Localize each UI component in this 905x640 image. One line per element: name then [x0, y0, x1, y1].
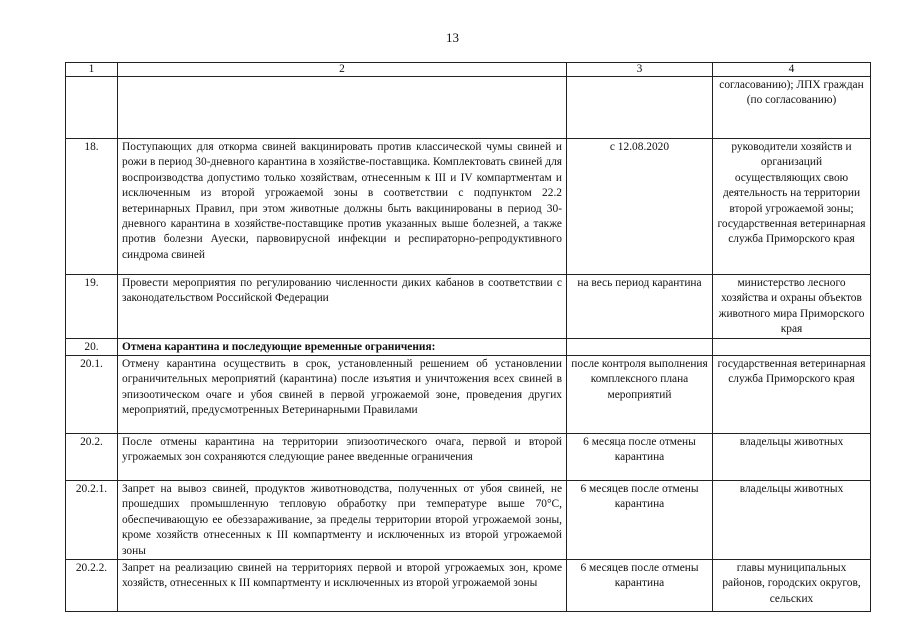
measure-text [118, 77, 567, 139]
table-row [66, 275, 871, 339]
table-row [66, 356, 871, 434]
row-number: 20. [66, 338, 118, 355]
table-row [66, 481, 871, 560]
measures-table [65, 62, 871, 612]
section-title: Отмена карантина и последующие временные ограничения: [118, 338, 567, 355]
measure-text: Отмену карантина осуществить в срок, установленный решением об установлении ограничительных мероприятий (карантина) после изъятия и уничтожения всех свиней в эпизоотическом очаге и убоя свиней в первой угрожаемой зоне, проведения других мероприятий, предусмотренных Ветеринарными Правилами [118, 356, 567, 434]
column-header: 1 [66, 63, 118, 77]
row-number: 19. [66, 275, 118, 339]
measure-text: Поступающих для откорма свиней вакцинировать против классической чумы свиней и рожи в период 30-дневного карантина в хозяйстве-поставщика. Комплектовать свиней для воспроизводства допустимо только хозяйствам, отнесенным к III и IV компартментам и исключенным из второй угрожаемой зоны в соответствии с подпунктом 22.2 ветеринарных Правил, при этом животные должны быть вакцинированы в период 30-дневного карантина в хозяйстве-поставщике против указанных выше болезней, а также против болезни Ауески, парвовирусной инфекции и респираторно-репродуктивного синдрома свиней [118, 139, 567, 275]
table-row [66, 434, 871, 481]
table-row [66, 77, 871, 139]
table-row [66, 560, 871, 612]
responsible-cell: руководители хозяйств и организаций осуществляющих свою деятельность на территории второй угрожаемой зоны; государственная ветеринарная служба Приморского края [713, 139, 871, 275]
deadline-cell [567, 77, 713, 139]
table-row [66, 139, 871, 275]
measure-text: Провести мероприятия по регулированию численности диких кабанов в соответствии с законодательством Российской Федерации [118, 275, 567, 339]
page-number: 13 [446, 30, 459, 45]
deadline-cell: 6 месяцев после отмены карантина [567, 560, 713, 612]
table-row [66, 338, 871, 355]
deadline-cell: после контроля выполнения комплексного плана мероприятий [567, 356, 713, 434]
measure-text: Запрет на реализацию свиней на территориях первой и второй угрожаемых зон, кроме хозяйств, отнесенных к III компартменту и исключенных из второй угрожаемой зоны [118, 560, 567, 612]
deadline-cell: 6 месяца после отмены карантина [567, 434, 713, 481]
row-number: 20.1. [66, 356, 118, 434]
responsible-cell [713, 338, 871, 355]
responsible-cell: государственная ветеринарная служба Приморского края [713, 356, 871, 434]
deadline-cell: на весь период карантина [567, 275, 713, 339]
row-number: 20.2. [66, 434, 118, 481]
table-header-row [66, 63, 871, 77]
row-number: 20.2.2. [66, 560, 118, 612]
responsible-cell: согласованию); ЛПХ граждан (по согласованию) [713, 77, 871, 139]
responsible-cell: министерство лесного хозяйства и охраны объектов животного мира Приморского края [713, 275, 871, 339]
responsible-cell: владельцы животных [713, 434, 871, 481]
responsible-cell: владельцы животных [713, 481, 871, 560]
measure-text: Запрет на вывоз свиней, продуктов животноводства, полученных от убоя свиней, не прошедших промышленную тепловую обработку при температуре выше 70°С, обеспечивающую ее обеззараживание, за пределы территории второй угрожаемой зоны, кроме хозяйств отнесенных к III компартменту и исключенных из второй угрожаемой зоны [118, 481, 567, 560]
deadline-cell [567, 338, 713, 355]
row-number [66, 77, 118, 139]
deadline-cell: с 12.08.2020 [567, 139, 713, 275]
row-number: 20.2.1. [66, 481, 118, 560]
row-number: 18. [66, 139, 118, 275]
column-header: 2 [118, 63, 567, 77]
measure-text: После отмены карантина на территории эпизоотического очага, первой и второй угрожаемых зон сохраняются следующие ранее введенные ограничения [118, 434, 567, 481]
column-header: 3 [567, 63, 713, 77]
responsible-cell: главы муниципальных районов, городских округов, сельских [713, 560, 871, 612]
deadline-cell: 6 месяцев после отмены карантина [567, 481, 713, 560]
column-header: 4 [713, 63, 871, 77]
